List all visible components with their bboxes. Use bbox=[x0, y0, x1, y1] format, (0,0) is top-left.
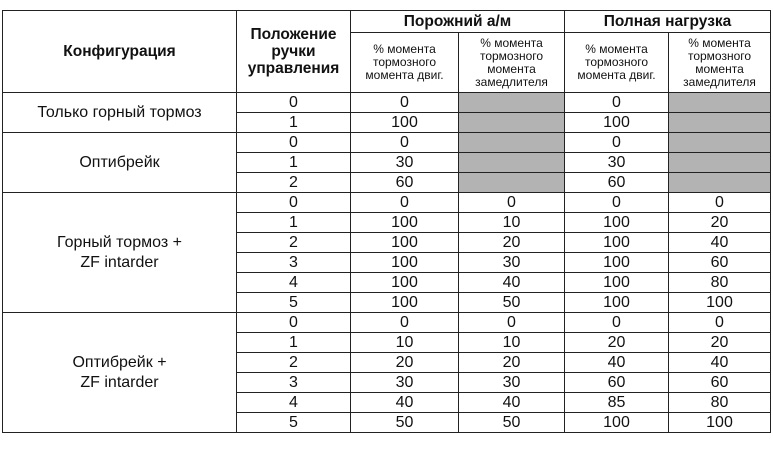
empty-engine-cell: 30 bbox=[351, 373, 459, 393]
full-retarder-cell-not-applicable bbox=[669, 113, 771, 133]
subheader-empty-engine: % момента тормозного момента двиг. bbox=[351, 33, 459, 93]
config-name-line-2: ZF intarder bbox=[80, 373, 159, 391]
config-name: Оптибрейк bbox=[79, 153, 160, 171]
empty-engine-cell: 0 bbox=[351, 193, 459, 213]
full-engine-cell: 0 bbox=[565, 193, 669, 213]
full-retarder-cell: 100 bbox=[669, 413, 771, 433]
table-row bbox=[3, 313, 771, 333]
config-name-cell bbox=[3, 93, 237, 133]
config-name: Только горный тормоз bbox=[37, 103, 202, 121]
lever-position-cell: 3 bbox=[237, 253, 351, 273]
full-retarder-cell: 60 bbox=[669, 253, 771, 273]
empty-retarder-cell: 40 bbox=[459, 273, 565, 293]
full-engine-cell: 0 bbox=[565, 93, 669, 113]
subheader-full-engine: % момента тормозного момента двиг. bbox=[565, 33, 669, 93]
full-engine-cell: 100 bbox=[565, 113, 669, 133]
full-retarder-cell: 0 bbox=[669, 313, 771, 333]
empty-engine-cell: 30 bbox=[351, 153, 459, 173]
empty-engine-cell: 100 bbox=[351, 273, 459, 293]
config-name-cell bbox=[3, 133, 237, 193]
full-engine-cell: 100 bbox=[565, 273, 669, 293]
header-full-load: Полная нагрузка bbox=[565, 11, 771, 33]
header-row-1 bbox=[3, 11, 771, 33]
full-retarder-cell-not-applicable bbox=[669, 133, 771, 153]
empty-retarder-cell-not-applicable bbox=[459, 93, 565, 113]
empty-engine-cell: 10 bbox=[351, 333, 459, 353]
full-engine-cell: 85 bbox=[565, 393, 669, 413]
empty-retarder-cell: 0 bbox=[459, 193, 565, 213]
header-lever-position: Положение ручки управления bbox=[237, 11, 351, 93]
empty-retarder-cell: 40 bbox=[459, 393, 565, 413]
empty-engine-cell: 100 bbox=[351, 113, 459, 133]
full-engine-cell: 100 bbox=[565, 213, 669, 233]
empty-engine-cell: 100 bbox=[351, 253, 459, 273]
empty-retarder-cell: 10 bbox=[459, 333, 565, 353]
lever-position-cell: 4 bbox=[237, 393, 351, 413]
empty-engine-cell: 40 bbox=[351, 393, 459, 413]
lever-position-cell: 0 bbox=[237, 193, 351, 213]
full-retarder-cell-not-applicable bbox=[669, 153, 771, 173]
lever-position-cell: 1 bbox=[237, 333, 351, 353]
full-engine-cell: 0 bbox=[565, 133, 669, 153]
empty-retarder-cell-not-applicable bbox=[459, 113, 565, 133]
empty-retarder-cell: 10 bbox=[459, 213, 565, 233]
empty-engine-cell: 0 bbox=[351, 133, 459, 153]
config-name-line-1: Оптибрейк + bbox=[72, 353, 167, 371]
lever-position-cell: 4 bbox=[237, 273, 351, 293]
empty-engine-cell: 100 bbox=[351, 213, 459, 233]
lever-position-cell: 1 bbox=[237, 213, 351, 233]
lever-position-cell: 2 bbox=[237, 233, 351, 253]
config-name-line-2: ZF intarder bbox=[80, 253, 159, 271]
empty-retarder-cell: 30 bbox=[459, 373, 565, 393]
lever-position-cell: 0 bbox=[237, 313, 351, 333]
table-row bbox=[3, 193, 771, 213]
empty-retarder-cell: 20 bbox=[459, 353, 565, 373]
config-name-cell bbox=[3, 193, 237, 313]
empty-engine-cell: 20 bbox=[351, 353, 459, 373]
full-engine-cell: 0 bbox=[565, 313, 669, 333]
config-name-cell bbox=[3, 313, 237, 433]
empty-engine-cell: 0 bbox=[351, 93, 459, 113]
braking-config-table bbox=[2, 10, 771, 433]
full-retarder-cell: 80 bbox=[669, 273, 771, 293]
full-engine-cell: 40 bbox=[565, 353, 669, 373]
full-engine-cell: 100 bbox=[565, 293, 669, 313]
full-engine-cell: 100 bbox=[565, 253, 669, 273]
full-retarder-cell: 0 bbox=[669, 193, 771, 213]
full-retarder-cell: 40 bbox=[669, 233, 771, 253]
config-name-line-1: Горный тормоз + bbox=[57, 233, 182, 251]
empty-engine-cell: 100 bbox=[351, 293, 459, 313]
empty-retarder-cell: 30 bbox=[459, 253, 565, 273]
empty-retarder-cell: 50 bbox=[459, 293, 565, 313]
header-empty-vehicle: Порожний а/м bbox=[351, 11, 565, 33]
full-retarder-cell: 40 bbox=[669, 353, 771, 373]
subheader-empty-retarder: % момента тормозного момента замедлителя bbox=[459, 33, 565, 93]
full-retarder-cell: 80 bbox=[669, 393, 771, 413]
full-engine-cell: 60 bbox=[565, 173, 669, 193]
full-retarder-cell: 60 bbox=[669, 373, 771, 393]
table-body bbox=[3, 93, 771, 433]
full-engine-cell: 30 bbox=[565, 153, 669, 173]
lever-position-cell: 2 bbox=[237, 173, 351, 193]
lever-position-cell: 1 bbox=[237, 113, 351, 133]
lever-position-cell: 0 bbox=[237, 133, 351, 153]
empty-engine-cell: 0 bbox=[351, 313, 459, 333]
lever-position-cell: 3 bbox=[237, 373, 351, 393]
full-retarder-cell: 100 bbox=[669, 293, 771, 313]
full-engine-cell: 100 bbox=[565, 413, 669, 433]
empty-retarder-cell-not-applicable bbox=[459, 133, 565, 153]
full-engine-cell: 60 bbox=[565, 373, 669, 393]
full-retarder-cell-not-applicable bbox=[669, 93, 771, 113]
document-page bbox=[2, 10, 771, 433]
lever-position-cell: 2 bbox=[237, 353, 351, 373]
empty-retarder-cell-not-applicable bbox=[459, 153, 565, 173]
table-row bbox=[3, 93, 771, 113]
empty-retarder-cell: 50 bbox=[459, 413, 565, 433]
full-retarder-cell: 20 bbox=[669, 333, 771, 353]
full-engine-cell: 20 bbox=[565, 333, 669, 353]
table-row bbox=[3, 133, 771, 153]
lever-position-cell: 0 bbox=[237, 93, 351, 113]
header-config: Конфигурация bbox=[3, 11, 237, 93]
empty-engine-cell: 60 bbox=[351, 173, 459, 193]
full-retarder-cell: 20 bbox=[669, 213, 771, 233]
full-retarder-cell-not-applicable bbox=[669, 173, 771, 193]
lever-position-cell: 5 bbox=[237, 293, 351, 313]
lever-position-cell: 5 bbox=[237, 413, 351, 433]
subheader-full-retarder: % момента тормозного момента замедлителя bbox=[669, 33, 771, 93]
empty-retarder-cell: 20 bbox=[459, 233, 565, 253]
full-engine-cell: 100 bbox=[565, 233, 669, 253]
empty-engine-cell: 100 bbox=[351, 233, 459, 253]
empty-retarder-cell-not-applicable bbox=[459, 173, 565, 193]
lever-position-cell: 1 bbox=[237, 153, 351, 173]
empty-retarder-cell: 0 bbox=[459, 313, 565, 333]
empty-engine-cell: 50 bbox=[351, 413, 459, 433]
